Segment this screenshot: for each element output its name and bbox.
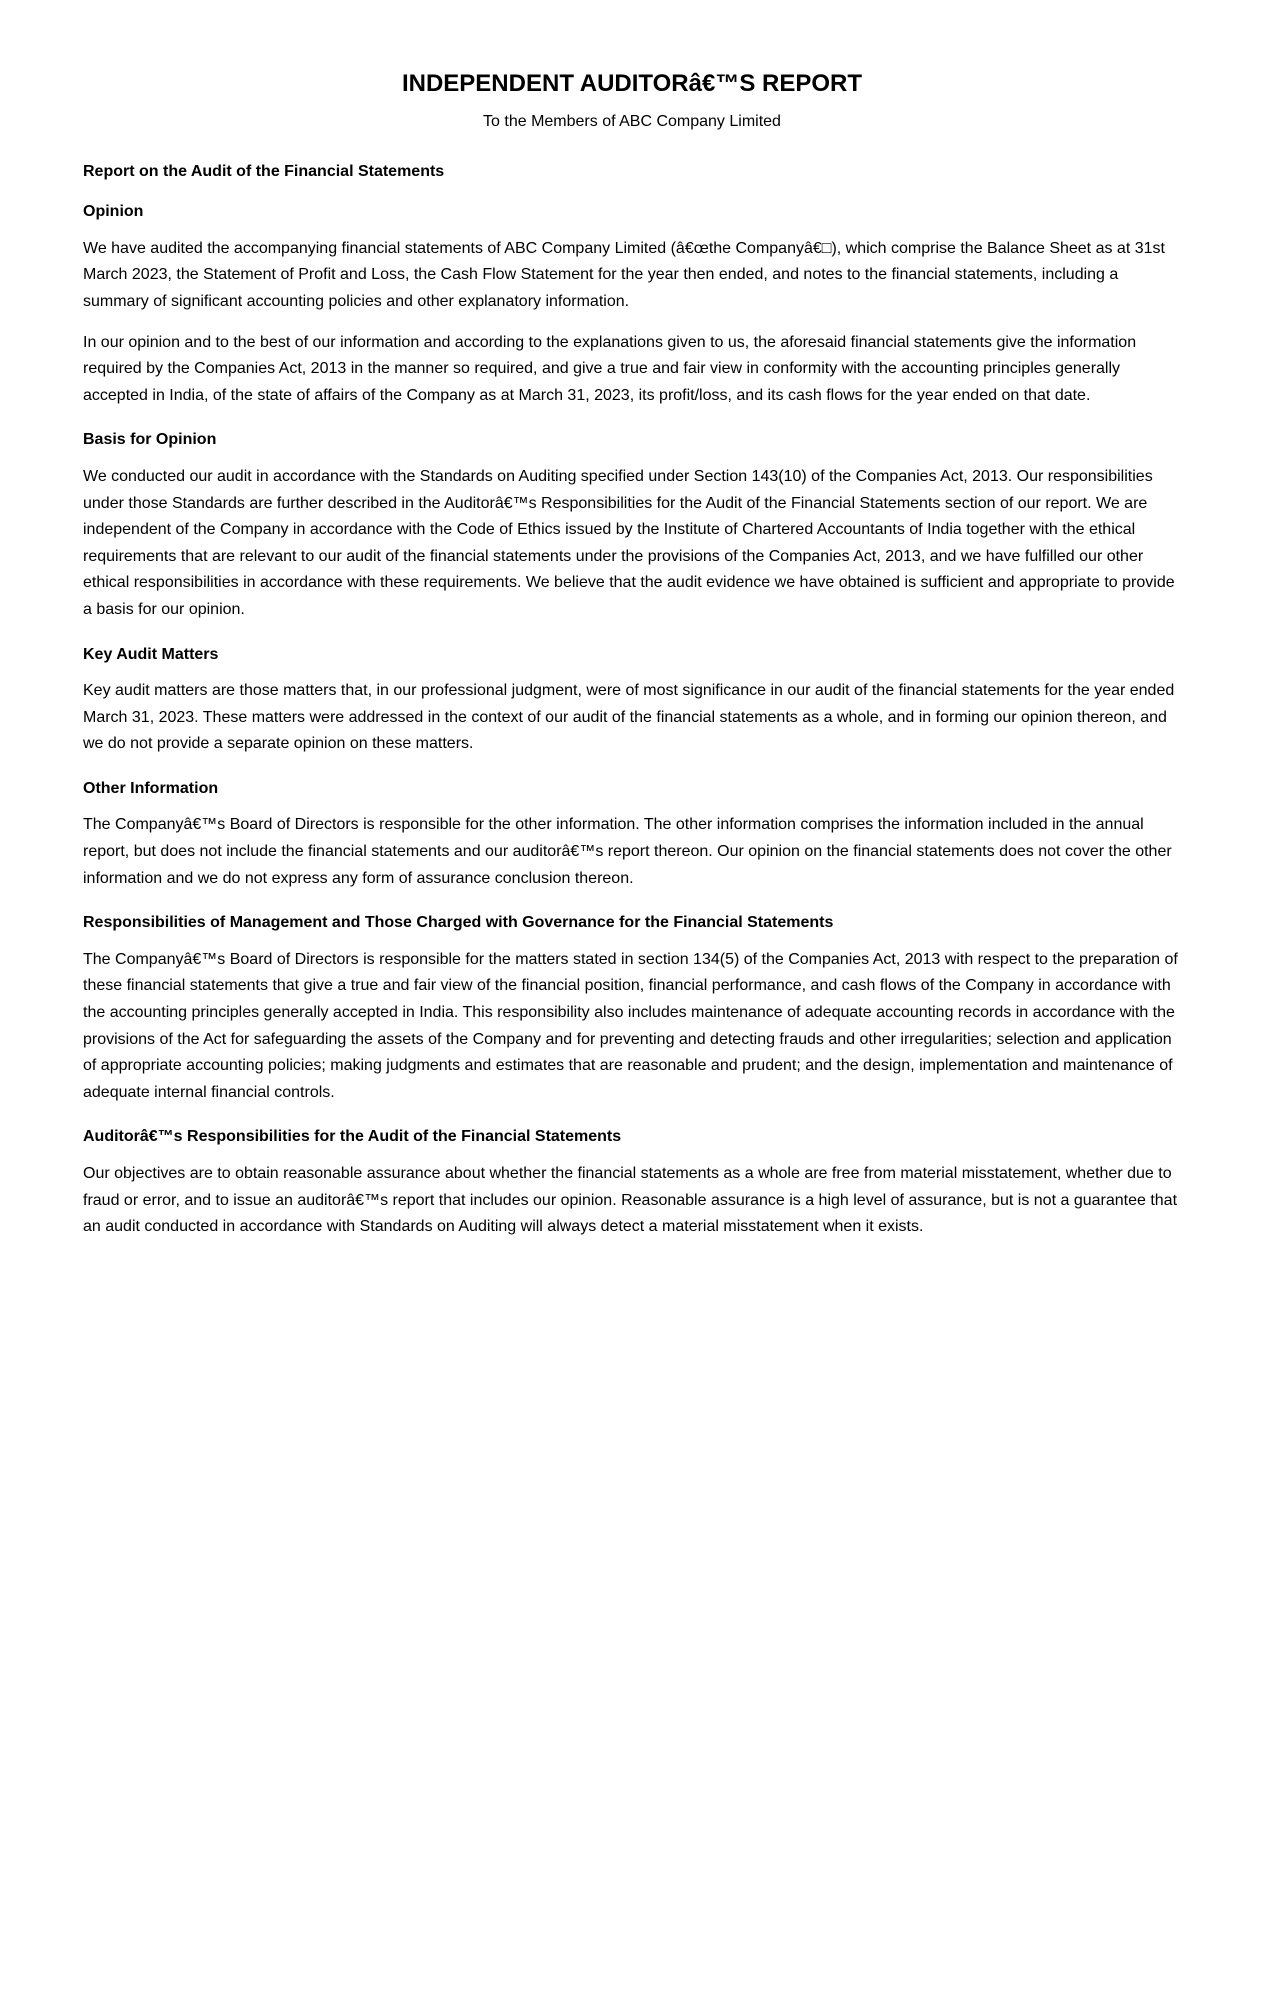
paragraph-auditors-responsibilities: Our objectives are to obtain reasonable assurance about whether the financial statements as a whole are free from material misstatement, whether due to fraud or error, and to issue an auditorâ€™s report that includes our opinion. Reasonable assurance is a high level of assurance, but is not a guarantee that an audit conducted in accordance with Standards on Auditing will always detect a material misstatement when it exists.: [83, 1165, 1178, 1236]
section-heading-other-information: Other Information: [83, 779, 219, 797]
report-subtitle: To the Members of ABC Company Limited: [483, 113, 781, 130]
section-heading-auditors-responsibilities: Auditorâ€™s Responsibilities for the Audit of the Financial Statements: [83, 1128, 622, 1146]
report-body: [83, 148, 1181, 1248]
section-heading-key-audit-matters: Key Audit Matters: [83, 645, 219, 663]
paragraph-opinion-2: In our opinion and to the best of our information and according to the explanations given to us, the aforesaid financial statements give the information required by the Companies Act, 2013 in the manner so required, and give a true and fair view in conformity with the accounting principles generally accepted in India, of the state of affairs of the Company as at March 31, 2023, its profit/loss, and its cash flows for the year ended on that date.: [83, 333, 1137, 404]
section-heading-opinion: Opinion: [83, 203, 144, 221]
section-heading-responsibilities-of-management: Responsibilities of Management and Those Charged with Governance for the Financial Statements: [83, 914, 834, 932]
paragraph-basis-for-opinion: We conducted our audit in accordance with the Standards on Auditing specified under Section 143(10) of the Companies Act, 2013. Our responsibilities under those Standards are further described in the Auditorâ€™s Responsibilities for the Audit of the Financial Statements section of our report. We are independent of the Company in accordance with the Code of Ethics issued by the Institute of Chartered Accountants of India together with the ethical requirements that are relevant to our audit of the financial statements under the provisions of the Companies Act, 2013, and we have fulfilled our other ethical responsibilities in accordance with these requirements. We believe that the audit evidence we have obtained is sufficient and appropriate to provide a basis for our opinion.: [83, 467, 1175, 618]
section-heading-report-on-audit: Report on the Audit of the Financial Statements: [83, 162, 445, 180]
paragraph-responsibilities-of-management: The Companyâ€™s Board of Directors is responsible for the matters stated in section 134(5) of the Companies Act, 2013 with respect to the preparation of these financial statements that give a true and fair view of the financial position, financial performance, and cash flows of the Company in accordance with the accounting principles generally accepted in India. This responsibility also includes maintenance of adequate accounting records in accordance with the provisions of the Act for safeguarding the assets of the Company and for preventing and detecting frauds and other irregularities; selection and application of appropriate accounting policies; making judgments and estimates that are reasonable and prudent; and the design, implementation and maintenance of adequate internal financial controls.: [83, 950, 1178, 1101]
section-heading-basis-for-opinion: Basis for Opinion: [83, 431, 217, 449]
paragraph-opinion-1: We have audited the accompanying financial statements of ABC Company Limited (â€œthe Companyâ€□), which comprise the Balance Sheet as at 31st March 2023, the Statement of Profit and Loss, the Cash Flow Statement for the year then ended, and notes to the financial statements, including a summary of significant accounting policies and other explanatory information.: [83, 239, 1165, 310]
report-title: INDEPENDENT AUDITORâ€™S REPORT: [401, 70, 863, 97]
paragraph-key-audit-matters: Key audit matters are those matters that, in our professional judgment, were of most significance in our audit of the financial statements for the year ended March 31, 2023. These matters were addressed in the context of our audit of the financial statements as a whole, and in forming our opinion thereon, and we do not provide a separate opinion on these matters.: [83, 682, 1175, 753]
paragraph-other-information: The Companyâ€™s Board of Directors is responsible for the other information. The other information comprises the information included in the annual report, but does not include the financial statements and our auditorâ€™s report thereon. Our opinion on the financial statements does not cover the other information and we do not express any form of assurance conclusion thereon.: [83, 816, 1172, 887]
